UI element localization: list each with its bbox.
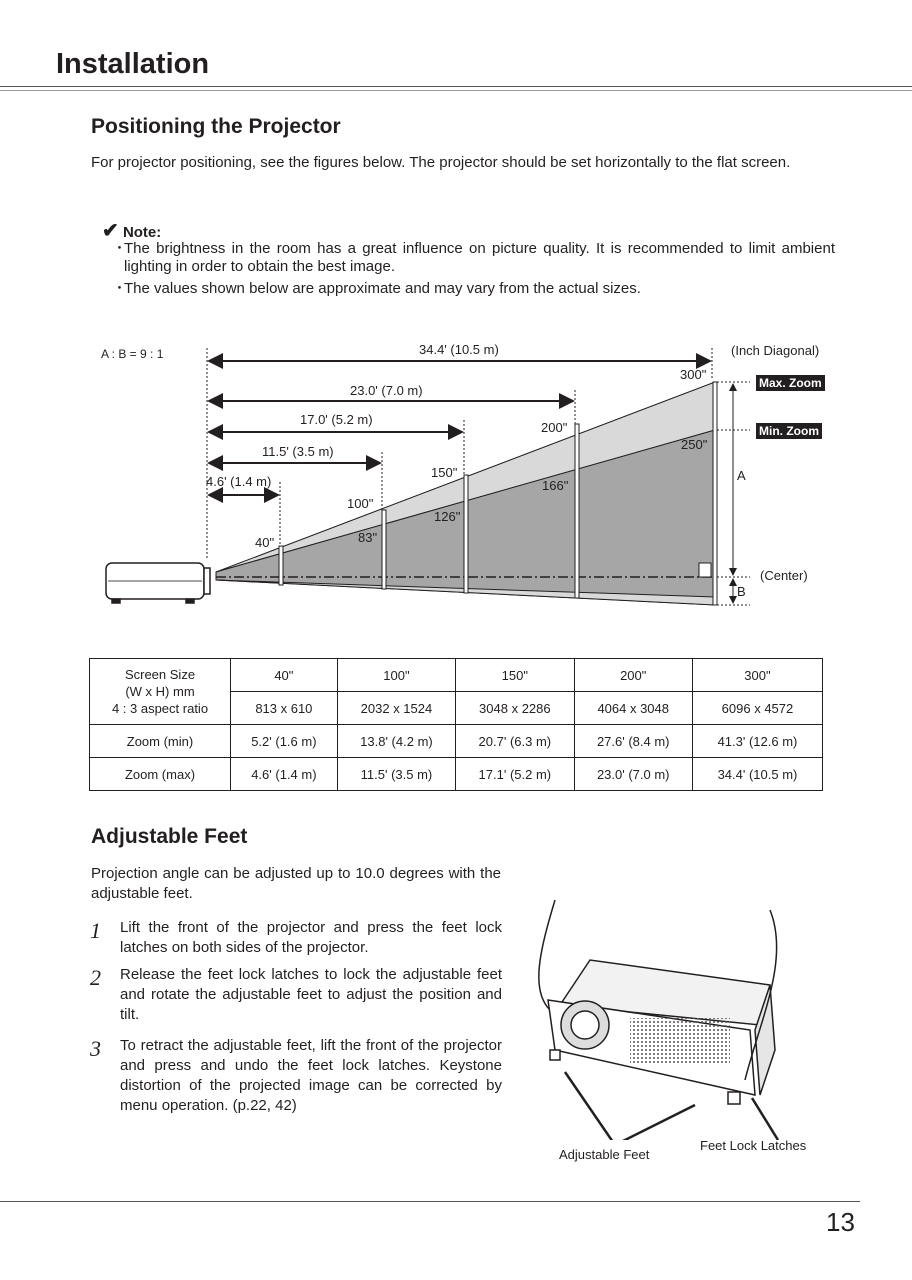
feet-lock-latches-label: Feet Lock Latches: [700, 1138, 807, 1153]
a-label: A: [737, 468, 746, 483]
screen-150: [464, 475, 468, 593]
distance-label: 4.6' (1.4 m): [206, 474, 272, 489]
b-label: B: [737, 584, 746, 599]
screen-300: [713, 382, 717, 605]
table-cell: 40": [231, 659, 338, 692]
page-title: Installation: [56, 48, 210, 80]
distance-label: 34.4' (10.5 m): [419, 342, 499, 357]
foot-right: [728, 1092, 740, 1104]
table-cell: 20.7' (6.3 m): [456, 725, 574, 758]
table-cell: 150": [456, 659, 574, 692]
header-cell: Screen Size (W x H) mm 4 : 3 aspect ratio: [90, 659, 231, 725]
footer-rule: [0, 1201, 860, 1202]
section-title-feet: Adjustable Feet: [91, 825, 248, 848]
table-cell: 13.8' (4.2 m): [337, 725, 455, 758]
center-label: (Center): [760, 568, 808, 583]
table-cell: 17.1' (5.2 m): [456, 758, 574, 791]
size-label: 40": [255, 535, 275, 550]
size-label: 150": [431, 465, 458, 480]
table-row: [90, 758, 823, 791]
screen-200: [575, 424, 579, 598]
row-label: Zoom (max): [90, 758, 231, 791]
note-text: The values shown below are approximate and may vary from the actual sizes.: [124, 280, 641, 297]
intro-text: For projector positioning, see the figures below. The projector should be set horizontally to the flat screen.: [91, 154, 791, 171]
checkmark-icon: ✔: [102, 220, 119, 242]
left-arm: [539, 900, 555, 1010]
size-label: 166": [542, 478, 569, 493]
step-item: [90, 1036, 502, 1116]
table-cell: 27.6' (8.4 m): [574, 725, 692, 758]
step-text: Lift the front of the projector and press the feet lock latches on both sides of the projector.: [120, 919, 502, 956]
section-title-positioning: Positioning the Projector: [91, 115, 341, 138]
table-cell: 300": [692, 659, 822, 692]
screen-size-table: [89, 658, 823, 791]
min-zoom-tag: Min. Zoom: [756, 423, 822, 439]
size-label: 300": [680, 367, 707, 382]
step-number: 3: [90, 1036, 101, 1061]
step-text: To retract the adjustable feet, lift the front of the projector and press and undo the feet lock latches. Keystone distortion of the projected image can be corrected by menu operation. (p.22, 42): [120, 1037, 502, 1114]
projector-feet-illustration: [520, 900, 840, 1140]
table-cell: 4.6' (1.4 m): [231, 758, 338, 791]
size-label: 83": [358, 530, 378, 545]
table-cell: 11.5' (3.5 m): [337, 758, 455, 791]
distance-label: 23.0' (7.0 m): [350, 383, 423, 398]
foot-left: [550, 1050, 560, 1060]
screen-40: [279, 546, 283, 585]
size-label: 250": [681, 437, 708, 452]
distance-label: 11.5' (3.5 m): [262, 444, 334, 459]
inch-diagonal-label: (Inch Diagonal): [731, 343, 820, 358]
step-item: [90, 918, 502, 958]
adjustable-feet-label: Adjustable Feet: [559, 1147, 650, 1162]
center-marker: [699, 563, 711, 577]
table-cell: 34.4' (10.5 m): [692, 758, 822, 791]
size-label: 126": [434, 509, 461, 524]
table-cell: 2032 x 1524: [337, 692, 455, 725]
step-item: [90, 965, 502, 1025]
projector-icon: [106, 563, 210, 603]
table-cell: 813 x 610: [231, 692, 338, 725]
page-number: 13: [826, 1207, 855, 1237]
table-cell: 6096 x 4572: [692, 692, 822, 725]
table-cell: 100": [337, 659, 455, 692]
feet-intro: Projection angle can be adjusted up to 10.0 degrees with the adjustable feet.: [91, 865, 501, 902]
table-cell: 200": [574, 659, 692, 692]
step-number: 2: [90, 965, 101, 990]
row-label: Zoom (min): [90, 725, 231, 758]
vent-grill: [630, 1018, 730, 1063]
table-cell: 4064 x 3048: [574, 692, 692, 725]
size-label: 200": [541, 420, 568, 435]
table-cell: 23.0' (7.0 m): [574, 758, 692, 791]
table-cell: 41.3' (12.6 m): [692, 725, 822, 758]
note-label: Note:: [122, 224, 162, 241]
table-row: [90, 659, 823, 692]
note-item: ・ The brightness in the room has a great influence on picture quality. It is recommended to limit ambient lighting in order to obtain the best image.: [112, 240, 835, 275]
note-text: The brightness in the room has a great influence on picture quality. It is recommended to limit ambient lighting in order to obtain the best image.: [124, 240, 835, 275]
size-label: 100": [347, 496, 374, 511]
max-zoom-tag: Max. Zoom: [756, 375, 825, 391]
screen-100: [382, 510, 386, 589]
table-cell: 3048 x 2286: [456, 692, 574, 725]
ratio-label: A : B = 9 : 1: [101, 347, 164, 361]
table-row: [90, 725, 823, 758]
distance-label: 17.0' (5.2 m): [300, 412, 373, 427]
step-text: Release the feet lock latches to lock the adjustable feet and rotate the adjustable feet to adjust the position and tilt.: [120, 966, 502, 1023]
note-item: ・ The values shown below are approximate and may vary from the actual sizes.: [112, 280, 835, 298]
table-cell: 5.2' (1.6 m): [231, 725, 338, 758]
step-number: 1: [90, 918, 101, 943]
